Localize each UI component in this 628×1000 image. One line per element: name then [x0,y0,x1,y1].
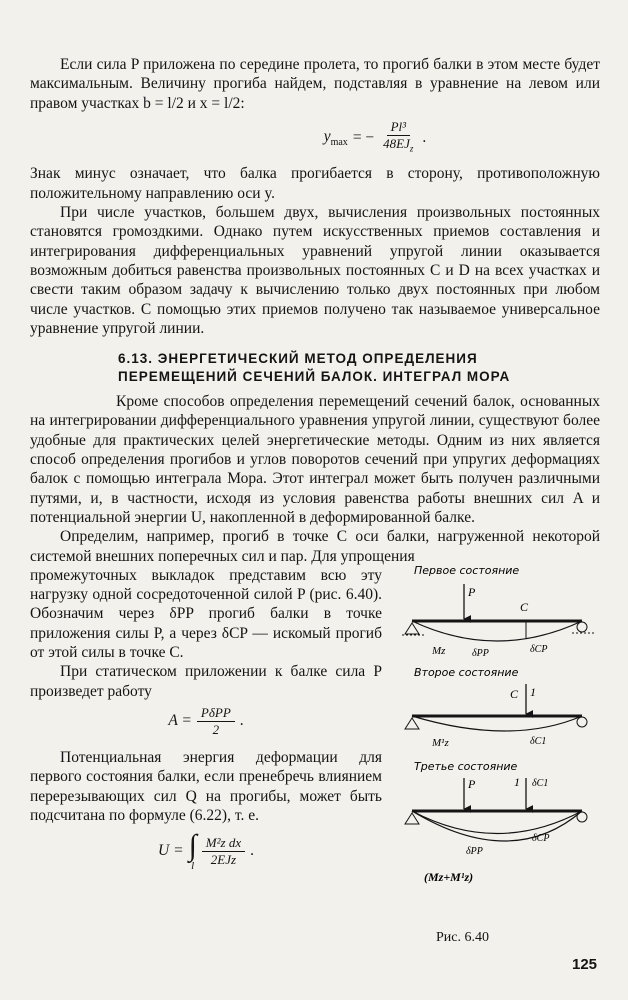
eq3-fraction: $\frac{\text{M²z dx}}{\text{2EJz}}$ [202,835,245,868]
section-heading: 6.13. ЭНЕРГЕТИЧЕСКИЙ МЕТОД ОПРЕДЕЛЕНИЯ ПЕРЕМЕЩЕНИЙ СЕЧЕНИЙ БАЛОК. ИНТЕГРАЛ МОРА [118,351,511,385]
support-right-2 [577,717,587,727]
paragraph-6: промежуточных выкладок представим всю эту нагрузку одной сосредоточенной силой P (рис. 6.40). Обозначим через δPP прогиб балки в точке приложения силы P, а через δCP — искомый прогиб от этой силы в точке C. [30,566,382,662]
page-number: 125 [572,956,598,973]
beam-diagram [402,563,602,896]
figure-caption: Рис. 6.40 [436,930,489,945]
label-C-2: C [510,686,519,701]
label-P-1: P [468,584,476,599]
two-column-area [30,563,600,884]
state1-label: Первое состояние [414,563,520,577]
deflected-line-3b [412,811,582,841]
equation-ymax: $y_{max}$ = − $\frac{\text{Pl³}}{48EJ_z}$ . [150,119,600,157]
label-Mz: Mz [432,644,446,657]
paragraph-2: Знак минус означает, что балка прогибается в сторону, противоположную положительному направлению оси y. [30,165,600,202]
label-sum: (Mz+M¹z) [424,869,474,884]
deflected-line-3a [412,811,582,834]
label-1-3: 1 [514,774,520,789]
state2-label: Второе состояние [414,665,519,679]
support-left-3 [405,813,419,824]
figure-6-40 [402,563,602,896]
paragraph-4: Кроме способов определения перемещений сечений балок, основанных на интегрировании дифференциального уравнения упругой линии, существуют более удобные для практических целей энергетические методы. Одним из них является способ определения прогибов и углов поворотов сечений при упругих деформациях балок с помощью интеграла Мора. Этот интеграл может быть получен различными путями, и, в частности, исходя из условия равенства работы внешних сил A и потенциальной энергии U, накопленной в деформированной балке. [30,393,600,526]
eq1-lhs: $y_{max}$ [323,127,348,148]
integral-sign: ∫ l [188,829,197,873]
label-dPP-1: δPP [472,647,489,659]
paragraph-1: Если сила P приложена по середине пролета, то прогиб балки в этом месте будет максимальным. Величину прогиба найдем, подставляя в уравнение на левом или правом участках b = l/2 и x = l/2: [30,56,600,112]
page-body [30,55,600,884]
label-C-1: C [520,599,529,614]
label-Mz1: M¹z [432,736,449,749]
label-1-2: 1 [530,684,536,699]
label-dC1-3: δC1 [532,777,549,789]
support-left-2 [405,718,419,729]
deflected-line-1 [412,621,582,641]
label-dCP-3: δCP [532,832,550,844]
equation-work: A = $\frac{\text{PδPP}}{2}$ . [168,704,244,737]
equation-energy: U = ∫ l $\frac{\text{M²z dx}}{\text{2EJz}}$ . [158,829,254,873]
paragraph-8: Потенциальная энергия деформации для первого состояния балки, если пренебречь влиянием перерезывающих сил Q на прогибы, может быть подсчитана по формуле (6.22), т. е. [30,748,382,824]
support-right-3 [577,812,587,822]
eq2-fraction: $\frac{\text{PδPP}}{2}$ [197,705,235,738]
support-left-1 [405,623,419,634]
deflected-line-2 [412,716,582,731]
label-dCP-1: δCP [530,643,548,655]
label-dC1-2: δC1 [530,735,547,747]
left-column [30,566,382,871]
paragraph-3: При числе участков, большем двух, вычисления произвольных постоянных становятся громоздкими. Однако путем искусственных приемов составления и интегрирования дифференциальных уравнений упругой линии оказывается возможным добиться равенства произвольных постоянных C и D на всех участках и свести таким образом задачу к вычислению только двух постоянных при любом числе участков. С помощью этих приемов получено так называемое универсальное уравнение упругой линии. [30,204,600,337]
paragraph-5: Определим, например, прогиб в точке C оси балки, нагруженной некоторой системой внешних поперечных сил и пар. Для упрощения [30,528,600,565]
state3-label: Третье состояние [414,759,518,773]
paragraph-7: При статическом приложении к балке сила P произведет работу [30,663,382,700]
label-P-3: P [468,776,476,791]
eq1-sign: = − [352,128,375,146]
label-dPP-3: δPP [466,845,483,857]
support-right-1 [577,622,587,632]
eq1-fraction: $\frac{\text{Pl³}}{48EJ_z}$ [383,118,414,154]
